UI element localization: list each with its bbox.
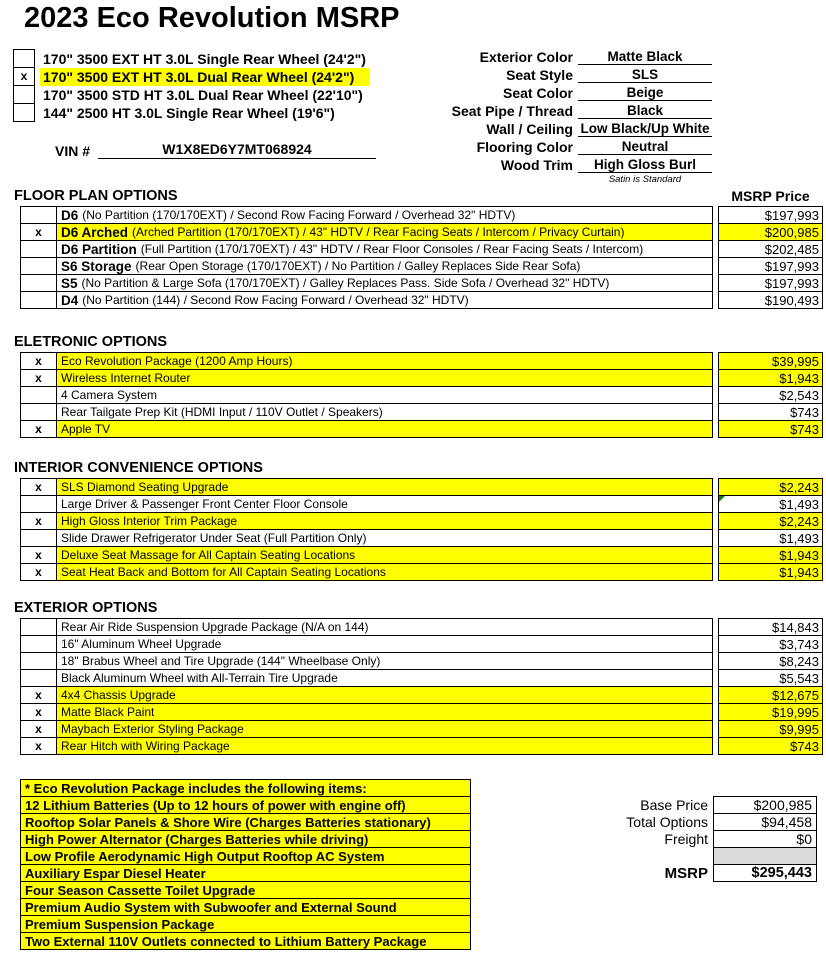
option-price-cell [718,737,823,755]
option-price-cell [718,403,823,421]
checkbox-cell[interactable]: x [20,223,57,241]
option-price-cell [718,686,823,704]
option-row [20,720,823,738]
option-price: $197,993 [764,207,819,223]
spec-value-field[interactable]: SLS [578,67,712,83]
chassis-list [13,49,370,122]
option-desc-cell [57,257,713,275]
option-price: $8,243 [779,653,819,669]
options-section [0,334,823,438]
checkbox-cell[interactable] [20,386,57,404]
checkbox[interactable] [13,103,35,122]
spec-label: Seat Color [502,85,573,101]
option-row [20,703,823,721]
eco-package-item: Low Profile Aerodynamic High Output Rooftop AC System [20,847,471,865]
option-desc-cell [57,386,713,404]
option-row [20,652,823,670]
option-name: D6 Partition [61,241,137,257]
option-row [20,352,823,370]
option-desc: (No Partition (144) / Second Row Facing Forward / Overhead 32" HDTV) [82,293,469,307]
eco-package-item: High Power Alternator (Charges Batteries while driving) [20,830,471,848]
options-section [0,600,823,755]
option-desc: Seat Heat Back and Bottom for All Captain Seating Locations [61,565,386,579]
summary-label: Total Options [626,814,708,830]
option-price-cell [718,495,823,513]
checkbox-cell[interactable]: x [20,563,57,581]
option-price-cell [718,369,823,387]
option-row [20,257,823,275]
option-price-cell [718,291,823,309]
option-desc-cell [57,529,713,547]
section-heading-row [14,460,823,476]
section-heading-row [14,188,823,204]
msrp-price-header: MSRP Price [731,188,810,204]
option-price-cell [718,669,823,687]
checkbox-cell[interactable] [20,403,57,421]
options-section [0,460,823,581]
option-desc: High Gloss Interior Trim Package [61,514,238,528]
option-desc-cell [57,478,713,496]
option-price-cell [718,240,823,258]
option-price: $200,985 [764,224,819,240]
spec-label: Seat Pipe / Thread [451,103,573,119]
option-row [20,618,823,636]
option-price: $12,675 [772,687,819,703]
option-desc-cell [57,274,713,292]
option-price-cell [718,563,823,581]
spec-value-field[interactable]: Black [578,103,712,119]
option-desc-cell [57,206,713,224]
spec-row [428,47,712,65]
summary-spacer-cell [713,847,817,865]
option-desc-cell [57,686,713,704]
summary-values [713,796,817,882]
checkbox[interactable]: x [13,67,35,86]
option-desc-cell [57,420,713,438]
option-desc-cell [57,635,713,653]
spec-row [428,101,712,119]
section-heading: FLOOR PLAN OPTIONS [14,188,178,204]
option-desc: Matte Black Paint [61,705,155,719]
eco-package-item: 12 Lithium Batteries (Up to 12 hours of power with engine off) [20,796,471,814]
option-price-cell [718,618,823,636]
option-price: $743 [790,404,819,420]
option-price-cell [718,635,823,653]
spec-label: Wood Trim [500,157,573,173]
option-desc-cell [57,352,713,370]
checkbox-cell[interactable] [20,291,57,309]
option-desc-cell [57,512,713,530]
option-name: D4 [61,292,79,308]
option-row [20,737,823,755]
option-desc: 18" Brabus Wheel and Tire Upgrade (144" Wheelbase Only) [61,654,381,668]
spec-value-field[interactable]: Neutral [578,139,712,155]
option-row [20,669,823,687]
vin-value-field[interactable]: W1X8ED6Y7MT068924 [98,141,376,159]
option-desc: Rear Air Ride Suspension Upgrade Package (N/A on 144) [61,620,369,634]
summary-label: Base Price [640,797,708,813]
spec-label: Wall / Ceiling [486,121,573,137]
spec-value-field[interactable]: High Gloss Burl [578,157,712,173]
option-price-cell [718,257,823,275]
option-price: $19,995 [772,704,819,720]
option-price-cell [718,223,823,241]
spec-row [428,83,712,101]
option-price: $2,243 [779,513,819,529]
option-price: $2,243 [779,479,819,495]
checkbox-cell[interactable]: x [20,420,57,438]
spec-row [428,65,712,83]
checkbox-cell[interactable]: x [20,720,57,738]
option-row [20,563,823,581]
option-price-cell [718,352,823,370]
spec-note: Satin is Standard [608,174,682,185]
option-desc: Apple TV [61,422,111,436]
checkbox-cell[interactable]: x [20,546,57,564]
summary-label: Freight [664,831,708,847]
option-desc: Deluxe Seat Massage for All Captain Seating Locations [61,548,356,562]
option-price: $2,543 [779,387,819,403]
option-desc: Slide Drawer Refrigerator Under Seat (Full Partition Only) [61,531,367,545]
options-table [20,478,823,581]
option-desc-cell [57,720,713,738]
checkbox-cell[interactable] [20,635,57,653]
option-row [20,223,823,241]
eco-package-list [20,779,471,950]
option-price-cell [718,652,823,670]
checkbox[interactable] [13,85,35,104]
option-price: $1,493 [779,530,819,546]
checkbox-cell[interactable]: x [20,703,57,721]
section-heading: ELETRONIC OPTIONS [14,334,168,350]
option-desc-cell [57,703,713,721]
option-price: $1,493 [779,496,819,512]
option-price-cell [718,720,823,738]
option-desc-cell [57,546,713,564]
section-heading: INTERIOR CONVENIENCE OPTIONS [14,460,263,476]
checkbox-cell[interactable]: x [20,512,57,530]
option-price-cell [718,529,823,547]
section-heading: EXTERIOR OPTIONS [14,600,158,616]
option-desc-cell [57,291,713,309]
checkbox-cell[interactable] [20,669,57,687]
checkbox-cell[interactable] [20,274,57,292]
summary-labels [568,796,713,882]
checkbox-cell[interactable]: x [20,369,57,387]
eco-package-item: Auxiliary Espar Diesel Heater [20,864,471,882]
option-price: $5,543 [779,670,819,686]
summary-spacer-label [568,847,713,865]
chassis-option-label: 170" 3500 STD HT 3.0L Dual Rear Wheel (22'10") [43,86,363,103]
summary-msrp-value: $295,443 [713,864,817,882]
option-price: $3,743 [779,636,819,652]
chassis-option-label: 170" 3500 EXT HT 3.0L Single Rear Wheel (24'2") [43,50,366,67]
options-table [20,206,823,309]
option-price: $14,843 [772,619,819,635]
checkbox-cell[interactable] [20,240,57,258]
option-row [20,512,823,530]
option-desc: 16" Aluminum Wheel Upgrade [61,637,222,651]
checkbox-cell[interactable]: x [20,478,57,496]
price-summary [568,796,817,882]
checkbox-cell[interactable] [20,495,57,513]
vin-row [20,141,376,159]
checkbox-cell[interactable] [20,529,57,547]
spec-row [428,119,712,137]
option-row [20,635,823,653]
option-row [20,240,823,258]
option-price: $743 [790,421,819,437]
option-desc: SLS Diamond Seating Upgrade [61,480,229,494]
option-desc-cell [57,563,713,581]
spec-row [428,137,712,155]
checkbox-cell[interactable]: x [20,737,57,755]
options-table [20,618,823,755]
option-price-cell [718,386,823,404]
page-title: 2023 Eco Revolution MSRP [24,2,400,34]
chassis-option-label: 170" 3500 EXT HT 3.0L Dual Rear Wheel (24'2") [40,68,370,86]
option-price-cell [718,703,823,721]
option-row [20,274,823,292]
option-name: S5 [61,275,78,291]
option-desc: Rear Tailgate Prep Kit (HDMI Input / 110V Outlet / Speakers) [61,405,383,419]
option-price: $9,995 [779,721,819,737]
eco-package-item: Rooftop Solar Panels & Shore Wire (Charges Batteries stationary) [20,813,471,831]
option-price: $202,485 [764,241,819,257]
option-price: $1,943 [779,370,819,386]
checkbox-cell[interactable] [20,206,57,224]
option-desc-cell [57,223,713,241]
eco-package-item: Premium Audio System with Subwoofer and External Sound [20,898,471,916]
chassis-option-row [13,67,370,86]
option-desc: Wireless Internet Router [61,371,191,385]
option-price: $197,993 [764,258,819,274]
option-row [20,420,823,438]
chassis-option-row [13,103,370,122]
option-row [20,403,823,421]
option-price: $743 [790,738,819,754]
option-desc: Large Driver & Passenger Front Center Floor Console [61,497,348,511]
vin-label: VIN # [54,143,90,159]
options-section [0,188,823,309]
spec-row [428,155,712,173]
option-desc: (Rear Open Storage (170/170EXT) / No Partition / Galley Replaces Side Rear Sofa) [135,259,581,273]
option-desc-cell [57,669,713,687]
eco-package-item: Two External 110V Outlets connected to Lithium Battery Package [20,932,471,950]
checkbox-cell[interactable]: x [20,686,57,704]
option-desc: Black Aluminum Wheel with All-Terrain Tire Upgrade [61,671,338,685]
option-row [20,206,823,224]
option-price: $197,993 [764,275,819,291]
option-desc: (Full Partition (170/170EXT) / 43" HDTV / Rear Floor Consoles / Rear Facing Seats / Intercom) [140,242,644,256]
option-desc-cell [57,369,713,387]
option-price-cell [718,478,823,496]
option-name: D6 [61,207,79,223]
option-price: $1,943 [779,547,819,563]
option-desc: 4 Camera System [61,388,158,402]
checkbox[interactable] [13,49,35,68]
option-desc: Eco Revolution Package (1200 Amp Hours) [61,354,293,368]
option-desc-cell [57,618,713,636]
summary-value-cell: $94,458 [713,813,817,831]
option-price-cell [718,546,823,564]
spec-label: Exterior Color [479,49,573,65]
options-table [20,352,823,438]
option-desc: 4x4 Chassis Upgrade [61,688,176,702]
option-price-cell [718,206,823,224]
option-desc-cell [57,495,713,513]
option-desc: Maybach Exterior Styling Package [61,722,244,736]
spec-panel [428,47,712,185]
checkbox-cell[interactable] [20,257,57,275]
option-row [20,546,823,564]
option-desc: Rear Hitch with Wiring Package [61,739,230,753]
option-name: D6 Arched [61,224,129,240]
option-price: $190,493 [764,292,819,308]
option-row [20,495,823,513]
option-desc-cell [57,652,713,670]
option-row [20,529,823,547]
summary-msrp-label: MSRP [664,864,708,882]
section-heading-row [14,600,823,616]
checkbox-cell[interactable]: x [20,352,57,370]
comment-flag-icon [719,496,725,502]
option-row [20,686,823,704]
spec-list [428,47,712,173]
option-desc: (Arched Partition (170/170EXT) / 43" HDTV / Rear Facing Seats / Intercom / Privacy Curtain) [132,225,625,239]
option-price: $1,943 [779,564,819,580]
option-desc-cell [57,737,713,755]
option-row [20,369,823,387]
option-desc: (No Partition & Large Sofa (170/170EXT) / Galley Replaces Pass. Side Sofa / Overhead 32" HDTV) [81,276,610,290]
option-row [20,478,823,496]
checkbox-cell[interactable] [20,618,57,636]
spec-value-field[interactable]: Low Black/Up White [578,121,712,137]
option-price-cell [718,274,823,292]
eco-package-title: * Eco Revolution Package includes the following items: [20,779,471,797]
option-desc-cell [57,403,713,421]
chassis-option-row [13,49,370,68]
chassis-option-label: 144" 2500 HT 3.0L Single Rear Wheel (19'6") [43,104,335,121]
option-price: $39,995 [772,353,819,369]
eco-package-item: Premium Suspension Package [20,915,471,933]
summary-value-cell: $200,985 [713,796,817,814]
option-desc-cell [57,240,713,258]
spec-label: Seat Style [506,67,573,83]
spec-value-field[interactable]: Beige [578,85,712,101]
option-name: S6 Storage [61,258,132,274]
option-desc: (No Partition (170/170EXT) / Second Row Facing Forward / Overhead 32" HDTV) [82,208,516,222]
eco-package-item: Four Season Cassette Toilet Upgrade [20,881,471,899]
option-row [20,386,823,404]
checkbox-cell[interactable] [20,652,57,670]
spec-label: Flooring Color [476,139,573,155]
summary-value-cell: $0 [713,830,817,848]
spec-value-field[interactable]: Matte Black [578,49,712,65]
option-price-cell [718,420,823,438]
option-row [20,291,823,309]
option-price-cell [718,512,823,530]
section-heading-row [14,334,823,350]
chassis-option-row [13,85,370,104]
